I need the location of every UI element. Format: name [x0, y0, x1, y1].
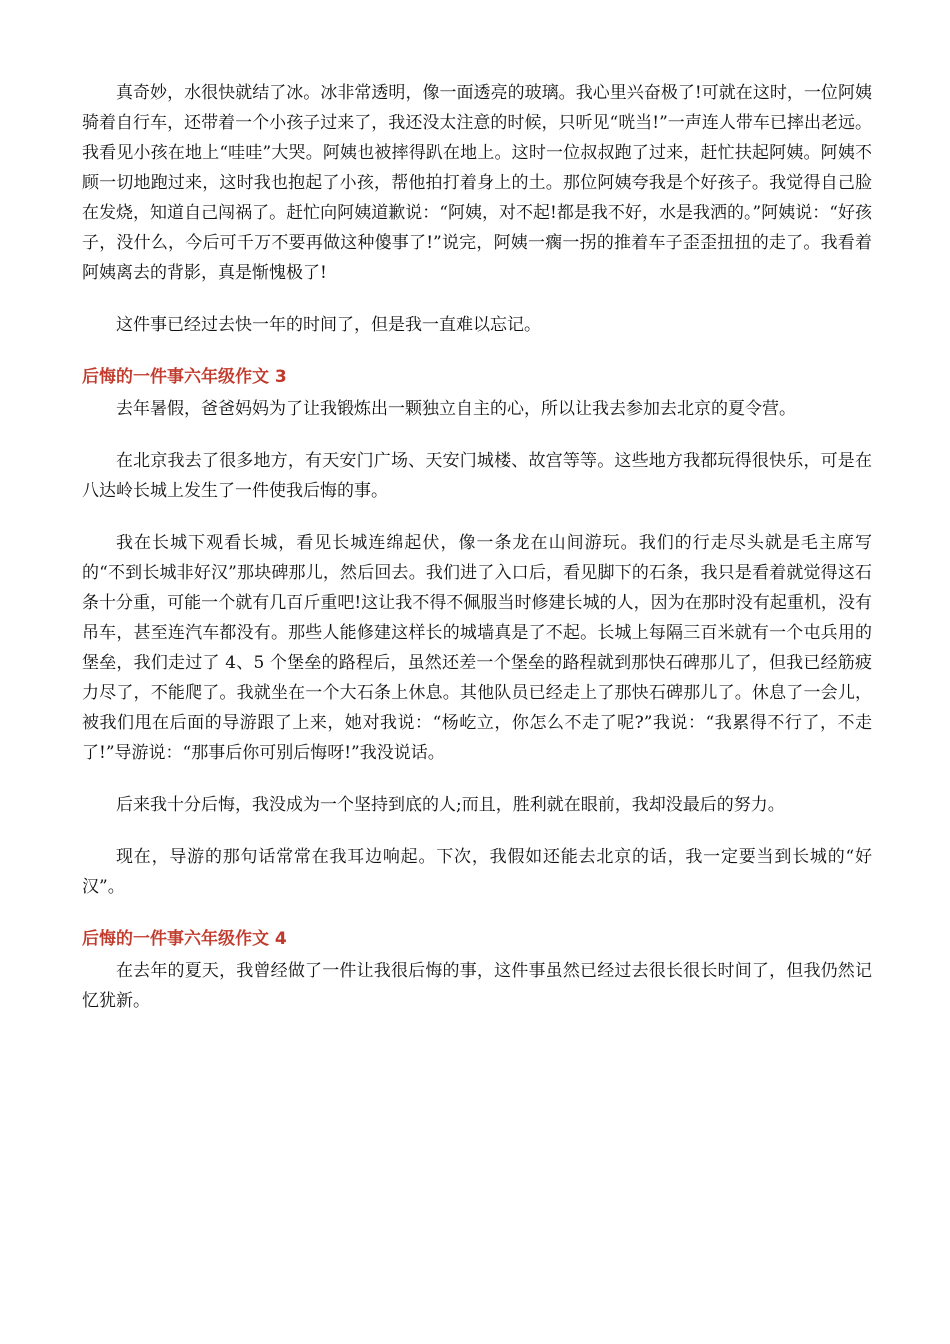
paragraph: 在去年的夏天，我曾经做了一件让我很后悔的事，这件事虽然已经过去很长很长时间了，但我仍然记忆犹新。	[82, 961, 872, 1011]
paragraph: 在北京我去了很多地方，有天安门广场、天安门城楼、故宫等等。这些地方我都玩得很快乐，可是在八达岭长城上发生了一件使我后悔的事。	[82, 451, 872, 501]
paragraph: 去年暑假，爸爸妈妈为了让我锻炼出一颗独立自主的心，所以让我去参加去北京的夏令营。	[116, 399, 796, 419]
paragraph: 这件事已经过去快一年的时间了，但是我一直难以忘记。	[116, 315, 541, 335]
section-heading-3: 后悔的一件事六年级作文 3	[82, 367, 287, 387]
paragraph: 我在长城下观看长城，看见长城连绵起伏，像一条龙在山间游玩。我们的行走尽头就是毛主席写的“不到长城非好汉”那块碑那儿，然后回去。我们进了入口后，看见脚下的石条，我只是看着就觉得这石条十分重，可能一个就有几百斤重吧!这让我不得不佩服当时修建长城的人，因为在那时没有起重机，没有吊车，甚至连汽车都没有。那些人能修建这样长的城墙真是了不起。长城上每隔三百米就有一个屯兵用的堡垒，我们走过了 4、5 个堡垒的路程后，虽然还差一个堡垒的路程就到那快石碑那儿了，但我已经筋疲力尽了，不能爬了。我就坐在一个大石条上休息。其他队员已经走上了那快石碑那儿了。休息了一会儿，被我们甩在后面的导游跟了上来，她对我说：“杨屹立，你怎么不走了呢?”我说：“我累得不行了，不走了!”导游说：“那事后你可别后悔呀!”我没说话。	[82, 533, 872, 763]
paragraph: 后来我十分后悔，我没成为一个坚持到底的人;而且，胜利就在眼前，我却没最后的努力。	[116, 795, 785, 815]
section-heading-4: 后悔的一件事六年级作文 4	[82, 929, 287, 949]
paragraph: 真奇妙，水很快就结了冰。冰非常透明，像一面透亮的玻璃。我心里兴奋极了!可就在这时，一位阿姨骑着自行车，还带着一个小孩子过来了，我还没太注意的时候，只听见“咣当!”一声连人带车已摔出老远。我看见小孩在地上“哇哇”大哭。阿姨也被摔得趴在地上。这时一位叔叔跑了过来，赶忙扶起阿姨。阿姨不顾一切地跑过来，这时我也抱起了小孩，帮他拍打着身上的土。那位阿姨夸我是个好孩子。我觉得自己脸在发烧，知道自己闯祸了。赶忙向阿姨道歉说：“阿姨，对不起!都是我不好，水是我洒的。”阿姨说：“好孩子，没什么，今后可千万不要再做这种傻事了!”说完，阿姨一瘸一拐的推着车子歪歪扭扭的走了。我看着阿姨离去的背影，真是惭愧极了!	[82, 83, 872, 283]
document-page	[82, 78, 872, 1038]
paragraph: 现在，导游的那句话常常在我耳边响起。下次，我假如还能去北京的话，我一定要当到长城的“好汉”。	[82, 847, 872, 897]
